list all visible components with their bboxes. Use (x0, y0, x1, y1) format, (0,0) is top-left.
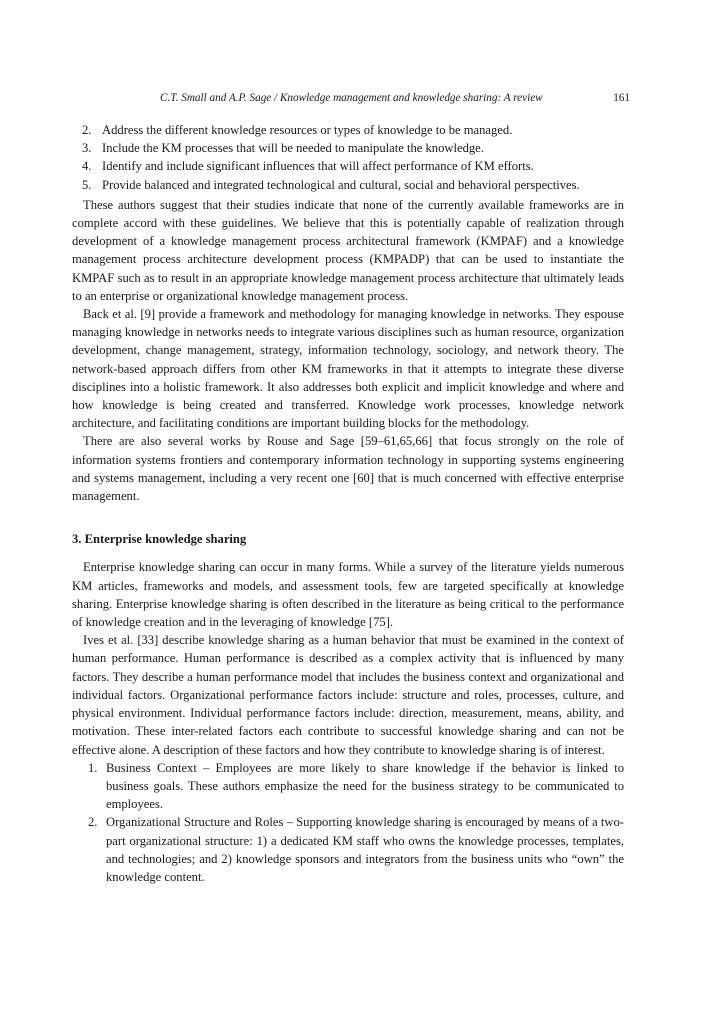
paragraph: Back et al. [9] provide a framework and methodology for managing knowledge in networks. They espouse managing knowledge in networks needs to integrate various disciplines such as human resource, organization development, change management, strategy, information technology, sociology, and network theory. The network-based approach differs from other KM frameworks in that it attempts to integrate these diverse disciplines into a holistic framework. It also addresses both explicit and implicit knowledge and where and how knowledge is being created and transferred. Knowledge work processes, knowledge network architecture, and facilitating conditions are important building blocks for the methodology. (72, 307, 624, 431)
paragraph: Enterprise knowledge sharing can occur in many forms. While a survey of the literature yields numerous KM articles, frameworks and models, and assessment tools, few are targeted specifically at knowledge sharing. Enterprise knowledge sharing is often described in the literature as being critical to the performance of knowledge creation and in the leveraging of knowledge [75]. (72, 560, 624, 630)
list-item (72, 139, 624, 157)
list-number: 5. (82, 177, 92, 192)
section-heading-block (72, 530, 624, 548)
running-header (160, 92, 630, 104)
section-heading: 3. Enterprise knowledge sharing (72, 532, 247, 547)
list-item (72, 157, 624, 175)
paragraph: These authors suggest that their studies indicate that none of the currently available frameworks are in complete accord with these guidelines. We believe that this is potentially capable of realization through development of a knowledge management process architectural framework (KMPAF) and a knowledge management process architecture development process (KMPADP) that can be used to instantiate the KMPAF such as to result in an appropriate knowledge management process architecture that ultimately leads to an enterprise or organizational knowledge management process. (72, 197, 624, 303)
paragraph: Ives et al. [33] describe knowledge sharing as a human behavior that must be examined in the context of human performance. Human performance is described as a complex activity that is influenced by many factors. They describe a human performance model that includes the business context and organizational and individual factors. Organizational performance factors include: structure and roles, processes, culture, and physical environment. Individual performance factors include: direction, measurement, means, ability, and motivation. These inter-related factors each contribute to successful knowledge sharing and can not be effective alone. A description of these factors and how they contribute to knowledge sharing is of interest. (72, 633, 624, 757)
page-number: 161 (613, 92, 630, 104)
body-text (72, 121, 624, 886)
list-item (72, 121, 624, 139)
factors-list (72, 759, 624, 886)
list-item (72, 813, 624, 886)
running-title: C.T. Small and A.P. Sage / Knowledge management and knowledge sharing: A review (160, 92, 543, 104)
list-text: Organizational Structure and Roles – Supporting knowledge sharing is encouraged by means of a two-part organizational structure: 1) a dedicated KM staff who owns the knowledge processes, templates, and technologies; and 2) knowledge sponsors and integrators from the business units who “own” the knowledge content. (106, 815, 624, 884)
paragraph: There are also several works by Rouse and Sage [59–61,65,66] that focus strongly on the role of information systems frontiers and contemporary information technology in supporting systems engineering and systems management, including a very recent one [60] that is much concerned with effective enterprise management. (72, 434, 624, 504)
list-number: 1. (88, 760, 98, 775)
list-text: Include the KM processes that will be needed to manipulate the knowledge. (102, 141, 484, 156)
guidelines-list (72, 121, 624, 194)
list-item (72, 176, 624, 194)
list-number: 3. (82, 141, 92, 156)
list-number: 2. (88, 815, 98, 830)
list-number: 2. (82, 123, 92, 137)
list-text: Address the different knowledge resources or types of knowledge to be managed. (102, 123, 513, 137)
list-text: Provide balanced and integrated technological and cultural, social and behavioral perspectives. (102, 177, 580, 192)
list-text: Identify and include significant influences that will affect performance of KM efforts. (102, 159, 534, 174)
list-item (72, 759, 624, 814)
list-number: 4. (82, 159, 92, 174)
list-text: Business Context – Employees are more likely to share knowledge if the behavior is linked to business goals. These authors emphasize the need for the business strategy to be communicated to employees. (106, 760, 624, 812)
